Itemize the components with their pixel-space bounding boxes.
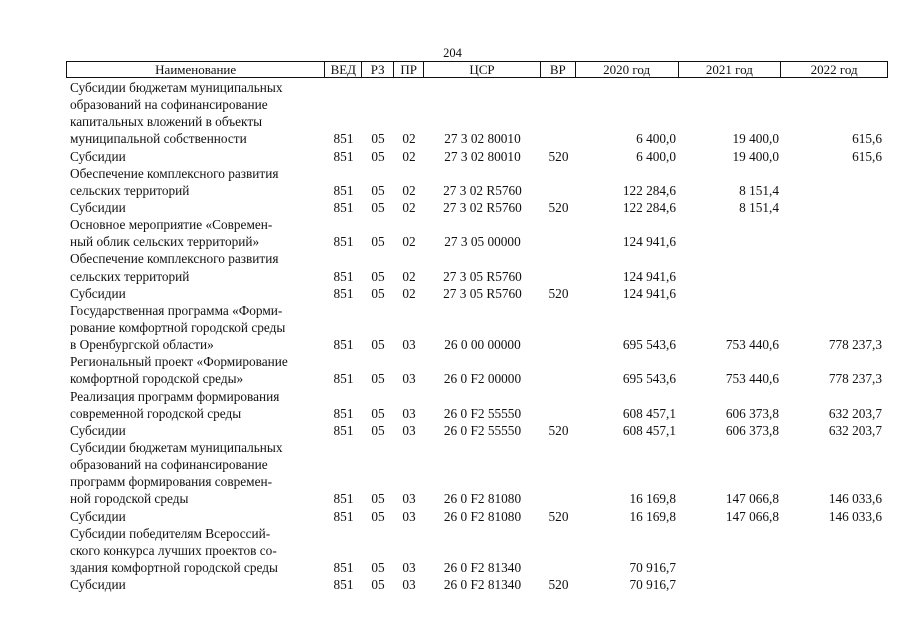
header-name: Наименование	[67, 62, 325, 77]
name-line: сельских территорий	[70, 182, 190, 198]
table-row	[66, 285, 888, 302]
cell-rz: 05	[371, 234, 385, 250]
name-line: современной городской среды	[70, 405, 242, 421]
name-line: Реализация программ формирования	[70, 388, 280, 404]
name-line: Субсидии	[70, 577, 126, 593]
cell-csr: 26 0 F2 81080	[443, 508, 522, 524]
header-2022: 2022 год	[810, 62, 858, 77]
table-row	[66, 216, 888, 250]
name-line: ной городской среды	[70, 491, 189, 507]
cell-2022: 615,6	[852, 148, 882, 164]
cell-rz: 05	[371, 422, 385, 438]
cell-csr: 26 0 00 00000	[444, 337, 521, 353]
cell-pr: 03	[402, 405, 416, 421]
cell-ved: 851	[333, 560, 354, 575]
cell-ved: 851	[333, 200, 354, 215]
cell-ved: 851	[333, 577, 354, 593]
cell-vr: 520	[548, 577, 569, 593]
cell-pr: 02	[402, 285, 416, 301]
table-header	[66, 61, 888, 78]
name-line: Субсидии	[70, 200, 126, 215]
name-line: Основное мероприятие «Современ-	[70, 217, 273, 233]
name-line: Региональный проект «Формирование	[70, 354, 288, 370]
cell-rz: 05	[371, 337, 385, 353]
cell-pr: 03	[402, 491, 416, 507]
cell-2021: 606 373,8	[725, 405, 779, 421]
header-csr: ЦСР	[424, 62, 541, 77]
cell-2022: 632 203,7	[828, 405, 882, 421]
cell-name	[66, 79, 325, 148]
cell-pr: 03	[402, 508, 416, 524]
name-line: Субсидии	[70, 148, 126, 164]
cell-name	[66, 508, 325, 525]
table-row	[66, 388, 888, 422]
name-line: программ формирования современ-	[70, 474, 273, 490]
header-pr: ПР	[394, 62, 424, 77]
name-line: Субсидии победителям Всероссий-	[70, 525, 271, 541]
cell-csr: 26 0 F2 00000	[443, 371, 522, 387]
cell-ved: 851	[333, 182, 354, 198]
cell-rz: 05	[371, 268, 385, 284]
cell-pr: 02	[402, 234, 416, 250]
cell-2020: 608 457,1	[622, 405, 676, 421]
cell-2022: 615,6	[852, 131, 882, 147]
table-row	[66, 250, 888, 284]
cell-ved: 851	[333, 285, 354, 301]
name-line: Субсидии	[70, 285, 126, 301]
cell-ved: 851	[333, 268, 354, 284]
name-line: Субсидии	[70, 508, 126, 524]
cell-csr: 26 0 F2 81340	[443, 560, 522, 575]
name-line: Государственная программа «Форми-	[70, 302, 283, 318]
header-vr: ВР	[541, 62, 576, 77]
cell-name	[66, 165, 325, 199]
name-line: комфортной городской среды»	[70, 371, 244, 387]
table-row	[66, 165, 888, 199]
header-2020: 2020 год	[576, 62, 679, 77]
cell-2021: 147 066,8	[725, 491, 779, 507]
cell-csr: 27 3 02 80010	[444, 148, 521, 164]
table-row	[66, 576, 888, 593]
header-2021: 2021 год	[679, 62, 782, 77]
cell-2020: 122 284,6	[622, 200, 676, 215]
cell-name	[66, 439, 325, 508]
cell-2020: 16 169,8	[629, 491, 676, 507]
name-line: Обеспечение комплексного развития	[70, 251, 279, 267]
cell-2020: 122 284,6	[622, 182, 676, 198]
name-line: в Оренбургской области»	[70, 337, 214, 353]
cell-2020: 124 941,6	[622, 234, 676, 250]
cell-name	[66, 388, 325, 422]
cell-pr: 02	[402, 148, 416, 164]
cell-rz: 05	[371, 131, 385, 147]
cell-2022: 778 237,3	[828, 371, 882, 387]
cell-2021: 8 151,4	[739, 200, 779, 215]
cell-ved: 851	[333, 148, 354, 164]
cell-2022: 778 237,3	[828, 337, 882, 353]
cell-name	[66, 216, 325, 250]
cell-ved: 851	[333, 508, 354, 524]
cell-2020: 695 543,6	[622, 337, 676, 353]
cell-rz: 05	[371, 491, 385, 507]
cell-rz: 05	[371, 560, 385, 575]
cell-2021: 8 151,4	[739, 182, 779, 198]
cell-2021: 753 440,6	[725, 371, 779, 387]
cell-csr: 26 0 F2 81080	[443, 491, 522, 507]
cell-csr: 27 3 02 80010	[444, 131, 521, 147]
cell-rz: 05	[371, 508, 385, 524]
cell-rz: 05	[371, 200, 385, 215]
name-line: муниципальной собственности	[70, 131, 247, 147]
name-line: капитальных вложений в объекты	[70, 114, 263, 130]
cell-pr: 02	[402, 200, 416, 215]
table-body	[66, 79, 888, 593]
name-line: рование комфортной городской среды	[70, 320, 286, 336]
cell-ved: 851	[333, 422, 354, 438]
cell-name	[66, 250, 325, 284]
cell-2020: 124 941,6	[622, 285, 676, 301]
cell-csr: 27 3 02 R5760	[443, 200, 522, 215]
cell-csr: 27 3 02 R5760	[443, 182, 522, 198]
header-rz: РЗ	[362, 62, 394, 77]
cell-2021: 19 400,0	[732, 131, 779, 147]
cell-2020: 70 916,7	[629, 560, 676, 575]
cell-name	[66, 353, 325, 387]
table-row	[66, 199, 888, 216]
cell-rz: 05	[371, 285, 385, 301]
cell-pr: 03	[402, 577, 416, 593]
cell-vr: 520	[548, 285, 569, 301]
cell-2020: 124 941,6	[622, 268, 676, 284]
table-row	[66, 525, 888, 576]
cell-2020: 70 916,7	[629, 577, 676, 593]
cell-ved: 851	[333, 234, 354, 250]
name-line: образований на софинансирование	[70, 97, 268, 113]
name-line: Субсидии бюджетам муниципальных	[70, 80, 283, 95]
cell-pr: 03	[402, 422, 416, 438]
cell-2022: 632 203,7	[828, 422, 882, 438]
name-line: Субсидии	[70, 422, 126, 438]
name-line: ный облик сельских территорий»	[70, 234, 260, 250]
name-line: здания комфортной городской среды	[70, 560, 278, 576]
cell-name	[66, 576, 325, 593]
name-line: образований на софинансирование	[70, 457, 268, 473]
cell-2020: 608 457,1	[622, 422, 676, 438]
cell-csr: 27 3 05 00000	[444, 234, 521, 250]
header-ved: ВЕД	[325, 62, 362, 77]
cell-name	[66, 422, 325, 439]
cell-pr: 02	[402, 182, 416, 198]
cell-2020: 6 400,0	[636, 148, 676, 164]
cell-2022: 146 033,6	[828, 491, 882, 507]
cell-2021: 147 066,8	[725, 508, 779, 524]
cell-name	[66, 199, 325, 216]
cell-csr: 26 0 F2 55550	[443, 422, 522, 438]
name-line: ского конкурса лучших проектов со-	[70, 542, 277, 558]
cell-csr: 27 3 05 R5760	[443, 268, 522, 284]
cell-2022: 146 033,6	[828, 508, 882, 524]
page-number: 204	[443, 46, 462, 60]
cell-csr: 26 0 F2 81340	[443, 577, 522, 593]
cell-2021: 19 400,0	[732, 148, 779, 164]
cell-rz: 05	[371, 371, 385, 387]
cell-2020: 16 169,8	[629, 508, 676, 524]
name-line: Обеспечение комплексного развития	[70, 165, 279, 181]
cell-rz: 05	[371, 577, 385, 593]
table-row	[66, 353, 888, 387]
cell-2021: 606 373,8	[725, 422, 779, 438]
table-row	[66, 302, 888, 353]
cell-rz: 05	[371, 405, 385, 421]
table-row	[66, 422, 888, 439]
cell-rz: 05	[371, 182, 385, 198]
cell-csr: 26 0 F2 55550	[443, 405, 522, 421]
cell-pr: 02	[402, 268, 416, 284]
table-row	[66, 508, 888, 525]
cell-ved: 851	[333, 131, 354, 147]
cell-ved: 851	[333, 405, 354, 421]
cell-name	[66, 148, 325, 165]
table-row	[66, 79, 888, 148]
cell-2020: 6 400,0	[636, 131, 676, 147]
name-line: сельских территорий	[70, 268, 190, 284]
cell-vr: 520	[548, 508, 569, 524]
cell-name	[66, 525, 325, 576]
cell-ved: 851	[333, 371, 354, 387]
cell-ved: 851	[333, 491, 354, 507]
cell-rz: 05	[371, 148, 385, 164]
name-line: Субсидии бюджетам муниципальных	[70, 440, 283, 456]
cell-csr: 27 3 05 R5760	[443, 285, 522, 301]
cell-name	[66, 302, 325, 353]
table-row	[66, 148, 888, 165]
cell-2020: 695 543,6	[622, 371, 676, 387]
cell-name	[66, 285, 325, 302]
cell-pr: 03	[402, 371, 416, 387]
cell-2021: 753 440,6	[725, 337, 779, 353]
cell-pr: 03	[402, 337, 416, 353]
cell-vr: 520	[548, 200, 569, 215]
cell-vr: 520	[548, 422, 569, 438]
cell-ved: 851	[333, 337, 354, 353]
table-row	[66, 439, 888, 508]
cell-pr: 02	[402, 131, 416, 147]
cell-pr: 03	[402, 560, 416, 575]
cell-vr: 520	[548, 148, 569, 164]
